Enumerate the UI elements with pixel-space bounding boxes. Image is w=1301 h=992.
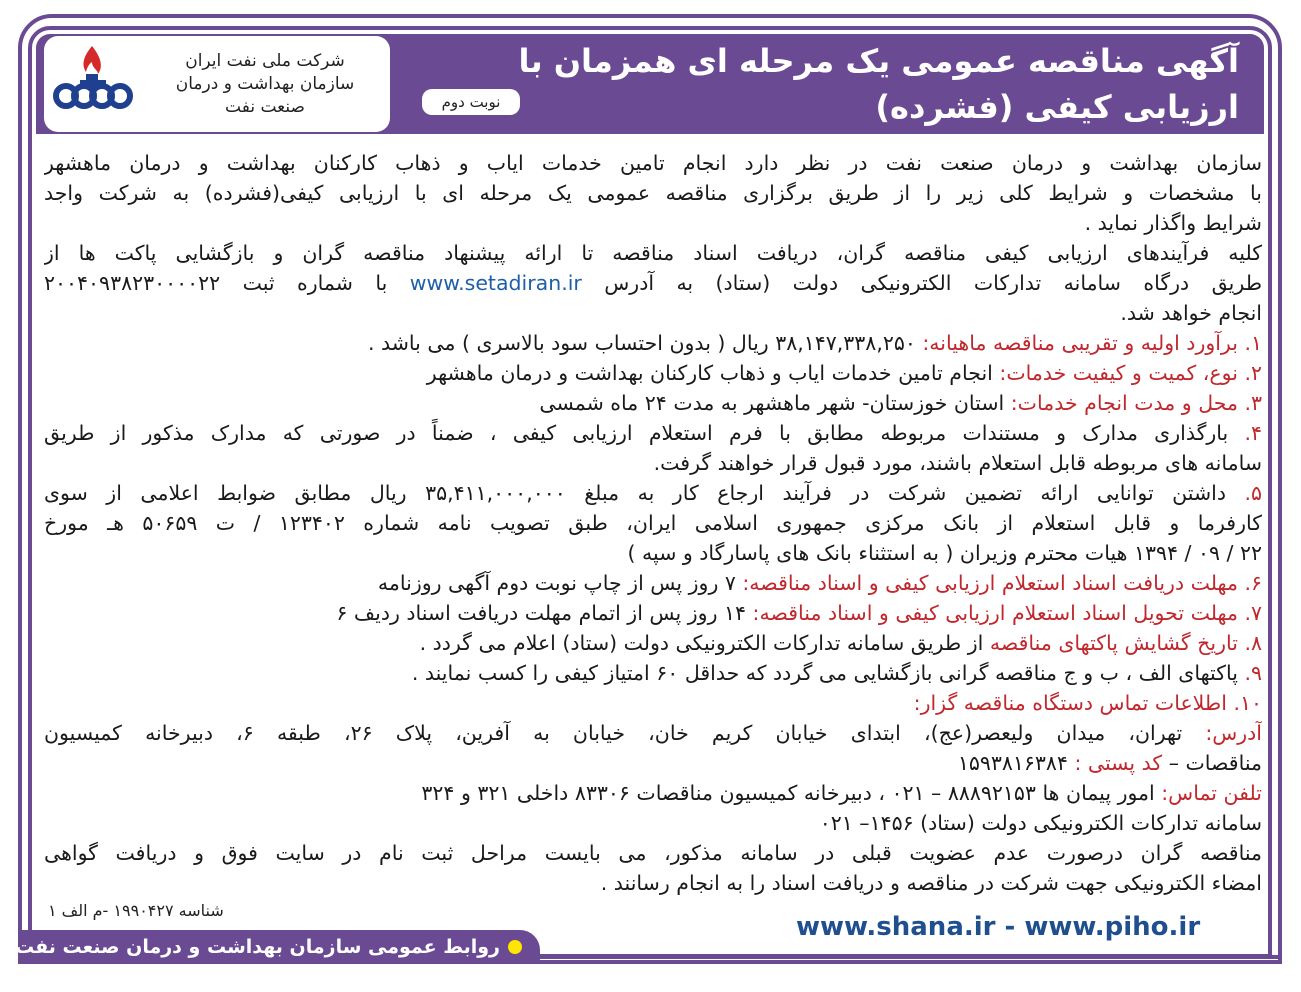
text-segment: بارگذاری مدارک و مستندات مربوطه مطابق با فرم استعلام ارزیابی کیفی ، ضمناً در صورتی که مدارک مذکور از طریق — [44, 421, 1229, 445]
text-segment: با مشخصات و شرایط کلی زیر را از طریق برگزاری مناقصه عمومی یک مرحله ای با ارزیابی کیفی(فشرده) به شرکت واجد — [44, 181, 1262, 205]
text-line — [44, 778, 1262, 808]
text-segment: سازمان بهداشت و درمان صنعت نفت در نظر دارد انجام تامین خدمات ایاب و ذهاب کارکنان بهداشت و درمان ماهشهر — [44, 151, 1262, 175]
text-segment: سامانه های مربوطه قابل استعلام باشند، مورد قبول قرار خواهند گرفت. — [653, 451, 1262, 475]
text-segment: طریق درگاه سامانه تدارکات الکترونیکی دولت (ستاد) به آدرس — [581, 271, 1262, 295]
text-line — [44, 658, 1262, 688]
text-line — [44, 868, 1262, 898]
bullet-icon — [508, 940, 522, 954]
company-line: شرکت ملی نفت ایران — [185, 51, 345, 71]
text-line — [44, 688, 1262, 718]
item-heading: ۶. مهلت دریافت اسناد استعلام ارزیابی کیفی و اسناد مناقصه: — [735, 571, 1262, 595]
text-line — [44, 448, 1262, 478]
item-heading: ۳. محل و مدت انجام خدمات: — [1004, 391, 1262, 415]
text-segment: مناقصه گران درصورت عدم عضویت قبلی در سامانه مذکور، می بایست مراحل ثبت نام در سایت فوق و دریافت گواهی — [44, 841, 1262, 865]
company-line: سازمان بهداشت و درمان — [175, 74, 355, 94]
text-segment: ۲۲ / ۰۹ / ۱۳۹۴ هیات محترم وزیران ( به استثناء بانک های پاسارگاد و سپه ) — [627, 541, 1262, 565]
text-line — [44, 208, 1262, 238]
page-title — [518, 38, 1239, 130]
text-segment: پاکتهای الف ، ب و ج مناقصه گرانی بازگشایی می گردد که حداقل ۶۰ امتیاز کیفی را کسب نمایند . — [411, 661, 1238, 685]
text-line — [44, 388, 1262, 418]
announcement-body — [44, 148, 1262, 898]
title-line: آگهی مناقصه عمومی یک مرحله ای همزمان با — [518, 42, 1239, 80]
websites-link[interactable]: www.shana.ir - www.piho.ir — [796, 912, 1201, 942]
text-line — [44, 268, 1262, 298]
text-segment: کلیه فرآیندهای ارزیابی کیفی مناقصه گران، دریافت اسناد مناقصه تا ارائه پیشنهاد مناقصه گران و بازگشایی پاکت ها از — [44, 241, 1262, 265]
text-line — [44, 718, 1262, 748]
item-heading: آدرس: — [1182, 721, 1262, 745]
text-line — [44, 418, 1262, 448]
text-segment: داشتن توانایی ارائه تضمین شرکت در فرآیند ارجاع کار به مبلغ ۳۵,۴۱۱,۰۰۰,۰۰۰ ریال مطابق ضوابط اعلامی از سوی — [44, 481, 1226, 505]
title-line: ارزیابی کیفی (فشرده) — [875, 88, 1239, 126]
text-segment: ۱۵۹۳۸۱۶۳۸۴ — [957, 751, 1068, 775]
setad-link[interactable]: www.setadiran.ir — [409, 271, 582, 295]
text-line — [44, 838, 1262, 868]
text-line — [44, 238, 1262, 268]
item-heading: کد پستی : — [1067, 751, 1163, 775]
text-segment: از طریق سامانه تدارکات الکترونیکی دولت (ستاد) اعلام می گردد . — [419, 631, 984, 655]
text-line — [44, 298, 1262, 328]
text-line — [44, 358, 1262, 388]
text-segment: ۳۸,۱۴۷,۳۳۸,۲۵۰ ریال ( بدون احتساب سود بالاسری ) می باشد . — [367, 331, 916, 355]
nioc-flame-logo-icon — [52, 44, 134, 114]
round-badge: نوبت دوم — [422, 89, 520, 115]
text-line — [44, 508, 1262, 538]
item-heading: ۸. تاریخ گشایش پاکتهای مناقصه — [983, 631, 1262, 655]
text-line — [44, 598, 1262, 628]
text-segment: انجام خواهد شد. — [1120, 301, 1262, 325]
text-segment: ۷ روز پس از چاپ نوبت دوم آگهی روزنامه — [377, 571, 736, 595]
text-segment: مناقصات – — [1162, 751, 1262, 775]
text-line — [44, 628, 1262, 658]
text-line — [44, 808, 1262, 838]
text-line — [44, 328, 1262, 358]
reference-number: شناسه ۱۹۹۰۴۲۷ -م الف ۱ — [48, 901, 224, 920]
item-heading: ۲. نوع، کمیت و کیفیت خدمات: — [992, 361, 1262, 385]
text-segment: کارفرما و قابل استعلام از بانک مرکزی جمهوری اسلامی ایران، طبق تصویب نامه شماره ۱۲۳۴۰۲ / ت ۵۰۶۵۹ هـ مورخ — [44, 511, 1262, 535]
item-heading: ۹. — [1237, 661, 1262, 685]
item-heading: ۵. — [1225, 481, 1262, 505]
text-line — [44, 478, 1262, 508]
item-heading: ۴. — [1228, 421, 1262, 445]
text-line — [44, 538, 1262, 568]
text-segment: سامانه تدارکات الکترونیکی دولت (ستاد) ۱۴۵۶– ۰۲۱ — [819, 811, 1262, 835]
text-segment: استان خوزستان- شهر ماهشهر به مدت ۲۴ ماه شمسی — [539, 391, 1005, 415]
text-line — [44, 178, 1262, 208]
company-line: صنعت نفت — [225, 97, 305, 117]
footer-divider — [540, 955, 1282, 959]
text-segment: ۱۴ روز پس از اتمام مهلت دریافت اسناد ردیف ۶ — [336, 601, 747, 625]
item-heading: ۱. برآورد اولیه و تقریبی مناقصه ماهیانه: — [915, 331, 1262, 355]
company-name — [150, 50, 380, 119]
text-line — [44, 748, 1262, 778]
text-segment: انجام تامین خدمات ایاب و ذهاب کارکنان بهداشت و درمان ماهشهر — [426, 361, 993, 385]
text-segment: شرایط واگذار نماید . — [1084, 211, 1262, 235]
publisher-name: روابط عمومی سازمان بهداشت و درمان صنعت نفت — [15, 936, 500, 958]
text-line — [44, 148, 1262, 178]
item-heading: ۱۰. اطلاعات تماس دستگاه مناقصه گزار: — [913, 691, 1262, 715]
text-segment: امور پیمان ها ۸۸۸۹۲۱۵۳ – ۰۲۱ ، دبیرخانه کمیسیون مناقصات ۸۳۳۰۶ داخلی ۳۲۱ و ۳۲۴ — [421, 781, 1155, 805]
text-line — [44, 568, 1262, 598]
item-heading: تلفن تماس: — [1154, 781, 1262, 805]
text-segment: تهران، میدان ولیعصر(عج)، ابتدای خیابان کریم خان، خیابان به آفرین، پلاک ۲۶، طبقه ۶، دبیرخانه کمیسیون — [44, 721, 1183, 745]
text-segment: با شماره ثبت ۲۰۰۴۰۹۳۸۲۳۰۰۰۰۲۲ — [44, 271, 410, 295]
item-heading: ۷. مهلت تحویل اسناد استعلام ارزیابی کیفی و اسناد مناقصه: — [746, 601, 1262, 625]
text-segment: امضاء الکترونیکی جهت شرکت در مناقصه و دریافت اسناد را به انجام رسانند . — [600, 871, 1262, 895]
